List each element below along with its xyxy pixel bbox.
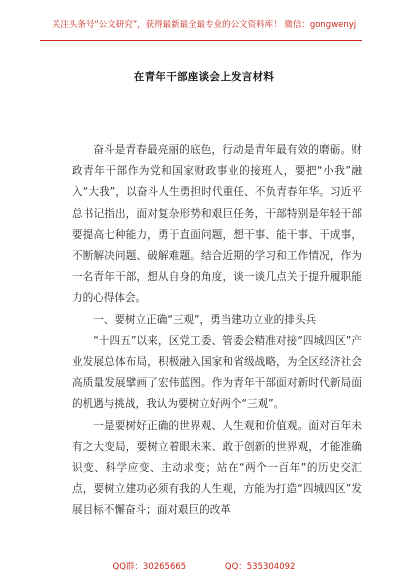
document-title: 在青年干部座谈会上发言材料: [133, 71, 275, 83]
header-divider: [40, 40, 362, 41]
paragraph-intro: 奋斗是青春最亮丽的底色，行动是青年最有效的磨砺。财政青年干部作为党和国家财政事业的接班人，要把“小我”融入“大我”，以奋斗人生勇担时代重任、不负青春年华。习近平总书记指出，面对复杂形势和艰巨任务，干部特别是年轻干部要提高七种能力，勇于直面问题，想干事、能干事、干成事，不断解决问题、破解难题。结合近期的学习和工作情况，作为一名青年干部，想从自身的角度，谈一谈几点关于提升履职能力的心得体会。: [72, 144, 362, 305]
footer: [0, 560, 408, 572]
header-banner: 关注头条号“公文研究”，获得最新最全最专业的公文资料库！ 微信：gongwenyj: [51, 20, 357, 30]
paragraph-2: “十四五”以来，区党工委、管委会精准对接“四城四区”产业发展总体布局，积极融入国家和省级战略，为全区经济社会高质量发展擘画了宏伟蓝图。作为青年干部面对新时代新局面的机遇与挑战，我认为要树立好两个“三观”。: [72, 334, 362, 411]
paragraph-3: 一是要树好正确的世界观、人生观和价值观。面对百年未有之大变局，要树立着眼未来、敢于创新的世界观，才能准确识变、科学应变、主动求变；站在“两个一百年”的历史交汇点，要树立建功必须有我的人生观，方能为打造“四城四区”发展目标不懈奋斗；面对艰巨的改革: [72, 419, 362, 517]
section-heading-1: 一、要树立正确“三观”，勇当建功立业的排头兵: [93, 313, 317, 326]
footer-qq: QQ：535304092: [224, 562, 296, 572]
document-body: [72, 140, 362, 522]
footer-qq-group: QQ群：30265665: [112, 562, 187, 572]
